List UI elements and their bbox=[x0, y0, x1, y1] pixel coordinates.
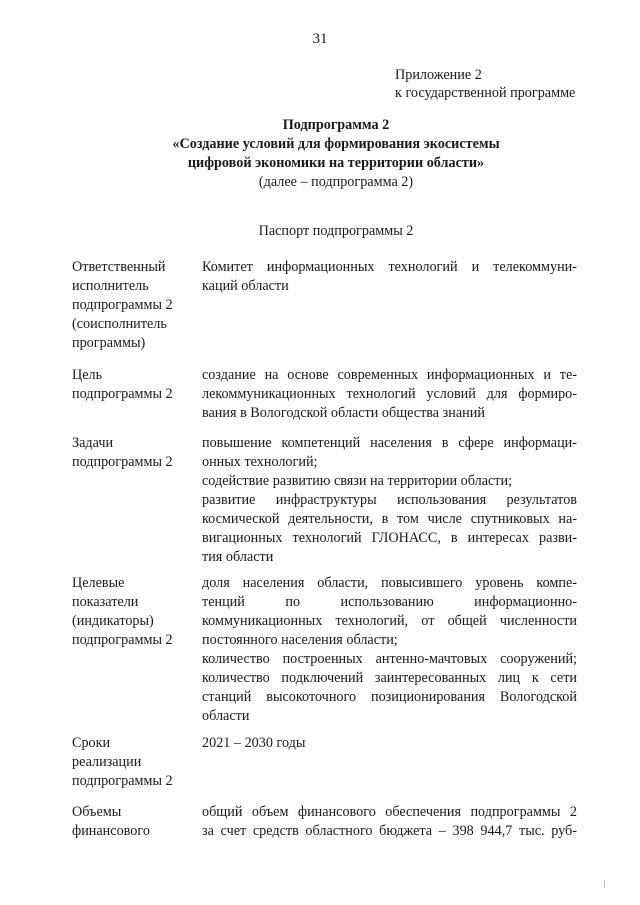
row-label-line: реализации bbox=[72, 754, 142, 770]
row-value-line: постоянного населения области; bbox=[202, 632, 398, 648]
row-label-line: исполнитель bbox=[72, 278, 149, 294]
subprogram-title bbox=[0, 116, 640, 192]
title-line-2: «Создание условий для формирования экосистемы bbox=[172, 136, 500, 152]
row-value bbox=[202, 574, 577, 726]
row-label bbox=[72, 734, 190, 791]
row-value-line: тия области bbox=[202, 549, 274, 565]
row-value bbox=[202, 803, 577, 841]
row-value-line: вигационных технологий ГЛОНАСС, в интересах разви- bbox=[202, 530, 577, 546]
row-value-line: содействие развитию связи на территории области; bbox=[202, 473, 513, 489]
row-value-line: вания в Вологодской области общества знаний bbox=[202, 405, 485, 421]
row-value-line: количество построенных антенно-мачтовых сооружений; bbox=[202, 651, 577, 667]
row-value-line: станций высокоточного позиционирования Вологодской bbox=[202, 689, 577, 705]
row-label-line: подпрограммы 2 bbox=[72, 773, 173, 789]
row-label-line: Сроки bbox=[72, 735, 111, 751]
appendix-line-1: Приложение 2 bbox=[395, 67, 482, 83]
row-label-line: (индикаторы) bbox=[72, 613, 154, 629]
row-label-line: показатели bbox=[72, 594, 139, 610]
row-label bbox=[72, 258, 190, 353]
row-value-line: количество подключений заинтересованных лиц к сети bbox=[202, 670, 577, 686]
row-label-line: Объемы bbox=[72, 804, 122, 820]
row-value bbox=[202, 434, 577, 567]
row-value bbox=[202, 366, 577, 423]
row-value-line: Комитет информационных технологий и телекоммуни- bbox=[202, 259, 577, 275]
row-value bbox=[202, 734, 577, 753]
row-value-line: космической деятельности, в том числе спутниковых на- bbox=[202, 511, 577, 527]
row-label-line: (соисполнитель bbox=[72, 316, 167, 332]
row-value-line: создание на основе современных информационных и те- bbox=[202, 367, 577, 383]
row-label-line: подпрограммы 2 bbox=[72, 386, 173, 402]
appendix-line-2: к государственной программе bbox=[395, 85, 576, 101]
appendix-note bbox=[395, 66, 635, 102]
row-value-line: доля населения области, повысившего уровень компе- bbox=[202, 575, 577, 591]
row-value-line: коммуникационных технологий, от общей численности bbox=[202, 613, 577, 629]
row-value-line: онных технологий; bbox=[202, 454, 318, 470]
title-line-4: (далее – подпрограмма 2) bbox=[258, 174, 414, 190]
row-label-line: подпрограммы 2 bbox=[72, 454, 173, 470]
row-value-line: области bbox=[202, 708, 250, 724]
row-value bbox=[202, 258, 577, 296]
row-label-line: Ответственный bbox=[72, 259, 166, 275]
page-number: 31 bbox=[312, 31, 328, 47]
row-value-line: тенций по использованию информационно- bbox=[202, 594, 577, 610]
row-label-line: Задачи bbox=[72, 435, 114, 451]
row-value-line: 2021 – 2030 годы bbox=[202, 735, 306, 751]
scan-edge-mark bbox=[604, 880, 605, 888]
row-value-line: развитие инфраструктуры использования результатов bbox=[202, 492, 577, 508]
row-value-line: за счет средств областного бюджета – 398 944,7 тыс. руб- bbox=[202, 823, 577, 839]
row-label bbox=[72, 803, 190, 841]
row-label bbox=[72, 434, 190, 472]
row-label bbox=[72, 574, 190, 650]
row-value-line: повышение компетенций населения в сфере информаци- bbox=[202, 435, 577, 451]
row-value-line: каций области bbox=[202, 278, 289, 294]
row-label-line: подпрограммы 2 bbox=[72, 632, 173, 648]
row-label-line: финансового bbox=[72, 823, 150, 839]
row-label-line: подпрограммы 2 bbox=[72, 297, 173, 313]
row-label bbox=[72, 366, 190, 404]
title-line-1: Подпрограмма 2 bbox=[282, 117, 390, 133]
row-value-line: лекоммуникационных технологий условий для формиро- bbox=[202, 386, 577, 402]
row-label-line: программы) bbox=[72, 335, 146, 351]
row-label-line: Цель bbox=[72, 367, 103, 383]
row-label-line: Целевые bbox=[72, 575, 125, 591]
title-line-3: цифровой экономики на территории области» bbox=[187, 155, 485, 171]
passport-heading: Паспорт подпрограммы 2 bbox=[258, 223, 414, 239]
row-value-line: общий объем финансового обеспечения подпрограммы 2 bbox=[202, 804, 577, 820]
